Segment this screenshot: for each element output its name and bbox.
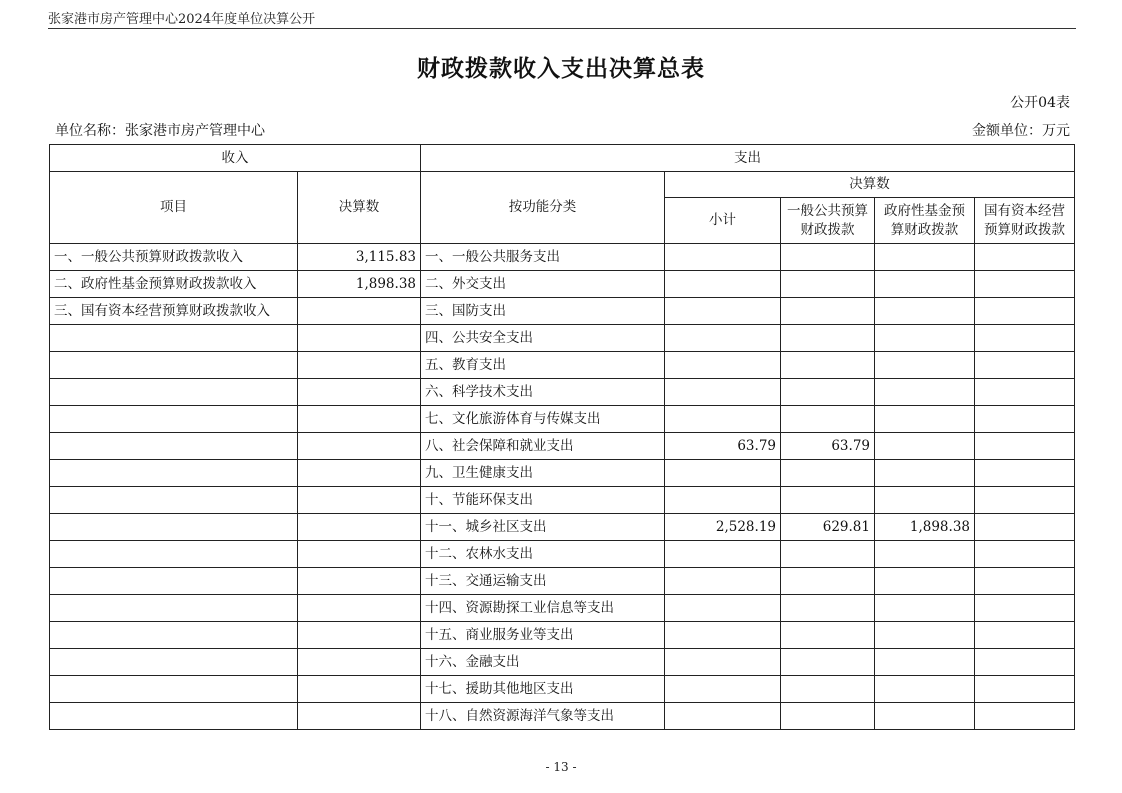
- income-item-cell: [50, 541, 298, 568]
- gov-fund-cell: [875, 649, 975, 676]
- state-capital-cell: [975, 568, 1075, 595]
- income-item-cell: [50, 460, 298, 487]
- income-amount-cell: [298, 676, 421, 703]
- table-row: [50, 514, 1075, 541]
- gov-fund-cell: [875, 298, 975, 325]
- state-capital-cell: [975, 352, 1075, 379]
- subtotal-cell: [665, 595, 781, 622]
- subtotal-cell: 63.79: [665, 433, 781, 460]
- table-row: [50, 487, 1075, 514]
- header-rule: [48, 28, 1076, 29]
- income-amount-cell: [298, 352, 421, 379]
- income-header: 收入: [50, 145, 421, 172]
- general-budget-cell: [781, 406, 875, 433]
- income-item-cell: [50, 433, 298, 460]
- table-body: [50, 244, 1075, 730]
- state-capital-cell: [975, 514, 1075, 541]
- expense-item-cell: 一、一般公共服务支出: [421, 244, 665, 271]
- expense-item-cell: 八、社会保障和就业支出: [421, 433, 665, 460]
- income-amount-cell: [298, 595, 421, 622]
- state-capital-cell: [975, 460, 1075, 487]
- table-row: [50, 460, 1075, 487]
- state-capital-cell: [975, 244, 1075, 271]
- table-row: [50, 244, 1075, 271]
- final-amount-group-header: 决算数: [665, 172, 1075, 198]
- income-amount-cell: [298, 568, 421, 595]
- table-row: [50, 622, 1075, 649]
- gov-fund-cell: 1,898.38: [875, 514, 975, 541]
- general-budget-cell: [781, 703, 875, 730]
- general-budget-cell: [781, 622, 875, 649]
- subtotal-cell: [665, 460, 781, 487]
- money-unit: 金额单位：万元: [972, 123, 1070, 139]
- general-budget-header: 一般公共预算财政拨款: [781, 198, 875, 244]
- table-row: [50, 352, 1075, 379]
- income-amount-cell: [298, 298, 421, 325]
- page-number: - 13 -: [545, 760, 577, 774]
- expense-item-cell: 四、公共安全支出: [421, 325, 665, 352]
- gov-fund-cell: [875, 541, 975, 568]
- table-row: [50, 298, 1075, 325]
- table-row: [50, 676, 1075, 703]
- subtotal-cell: [665, 568, 781, 595]
- table-row: [50, 649, 1075, 676]
- by-function-header: 按功能分类: [421, 172, 665, 244]
- general-budget-cell: [781, 352, 875, 379]
- gov-fund-cell: [875, 325, 975, 352]
- income-item-cell: 一、一般公共预算财政拨款收入: [50, 244, 298, 271]
- income-item-cell: [50, 514, 298, 541]
- gov-fund-header: 政府性基金预算财政拨款: [875, 198, 975, 244]
- gov-fund-cell: [875, 487, 975, 514]
- general-budget-cell: [781, 325, 875, 352]
- state-capital-header: 国有资本经营预算财政拨款: [975, 198, 1075, 244]
- gov-fund-cell: [875, 568, 975, 595]
- table-row: [50, 379, 1075, 406]
- expense-item-cell: 十二、农林水支出: [421, 541, 665, 568]
- gov-fund-cell: [875, 379, 975, 406]
- general-budget-cell: [781, 487, 875, 514]
- subtotal-header: 小计: [665, 198, 781, 244]
- table-row: [50, 325, 1075, 352]
- item-header: 项目: [50, 172, 298, 244]
- income-amount-cell: [298, 487, 421, 514]
- table-row: [50, 433, 1075, 460]
- expense-item-cell: 十七、援助其他地区支出: [421, 676, 665, 703]
- income-amount-cell: 3,115.83: [298, 244, 421, 271]
- income-amount-cell: [298, 514, 421, 541]
- income-amount-cell: [298, 622, 421, 649]
- state-capital-cell: [975, 379, 1075, 406]
- expense-item-cell: 七、文化旅游体育与传媒支出: [421, 406, 665, 433]
- state-capital-cell: [975, 433, 1075, 460]
- state-capital-cell: [975, 298, 1075, 325]
- general-budget-cell: [781, 460, 875, 487]
- general-budget-cell: [781, 595, 875, 622]
- state-capital-cell: [975, 595, 1075, 622]
- state-capital-cell: [975, 487, 1075, 514]
- income-item-cell: [50, 406, 298, 433]
- general-budget-cell: [781, 298, 875, 325]
- expense-item-cell: 五、教育支出: [421, 352, 665, 379]
- expense-item-cell: 十、节能环保支出: [421, 487, 665, 514]
- general-budget-cell: [781, 379, 875, 406]
- table-row: [50, 271, 1075, 298]
- subtotal-cell: [665, 325, 781, 352]
- subtotal-cell: [665, 676, 781, 703]
- income-item-cell: [50, 325, 298, 352]
- income-item-cell: 二、政府性基金预算财政拨款收入: [50, 271, 298, 298]
- expense-item-cell: 十五、商业服务业等支出: [421, 622, 665, 649]
- unit-name: 单位名称：张家港市房产管理中心: [55, 123, 265, 139]
- gov-fund-cell: [875, 406, 975, 433]
- income-amount-cell: [298, 541, 421, 568]
- subtotal-cell: [665, 541, 781, 568]
- expense-item-cell: 十一、城乡社区支出: [421, 514, 665, 541]
- income-amount-header: 决算数: [298, 172, 421, 244]
- subtotal-cell: 2,528.19: [665, 514, 781, 541]
- subtotal-cell: [665, 622, 781, 649]
- subtotal-cell: [665, 406, 781, 433]
- gov-fund-cell: [875, 352, 975, 379]
- table-row: [50, 703, 1075, 730]
- table-row: [50, 541, 1075, 568]
- general-budget-cell: [781, 541, 875, 568]
- gov-fund-cell: [875, 271, 975, 298]
- income-amount-cell: 1,898.38: [298, 271, 421, 298]
- general-budget-cell: [781, 676, 875, 703]
- gov-fund-cell: [875, 595, 975, 622]
- state-capital-cell: [975, 622, 1075, 649]
- state-capital-cell: [975, 325, 1075, 352]
- subtotal-cell: [665, 703, 781, 730]
- state-capital-cell: [975, 649, 1075, 676]
- expense-item-cell: 十八、自然资源海洋气象等支出: [421, 703, 665, 730]
- appropriation-summary-table: [49, 144, 1075, 730]
- expense-item-cell: 九、卫生健康支出: [421, 460, 665, 487]
- income-amount-cell: [298, 649, 421, 676]
- income-amount-cell: [298, 703, 421, 730]
- expense-header: 支出: [421, 145, 1075, 172]
- general-budget-cell: [781, 244, 875, 271]
- income-item-cell: [50, 487, 298, 514]
- expense-item-cell: 十三、交通运输支出: [421, 568, 665, 595]
- gov-fund-cell: [875, 622, 975, 649]
- expense-item-cell: 十六、金融支出: [421, 649, 665, 676]
- table-row: [50, 595, 1075, 622]
- general-budget-cell: [781, 271, 875, 298]
- income-amount-cell: [298, 325, 421, 352]
- expense-item-cell: 十四、资源勘探工业信息等支出: [421, 595, 665, 622]
- subtotal-cell: [665, 298, 781, 325]
- state-capital-cell: [975, 271, 1075, 298]
- subtotal-cell: [665, 379, 781, 406]
- general-budget-cell: 629.81: [781, 514, 875, 541]
- running-header: 张家港市房产管理中心2024年度单位决算公开: [48, 12, 316, 27]
- general-budget-cell: [781, 649, 875, 676]
- income-item-cell: 三、国有资本经营预算财政拨款收入: [50, 298, 298, 325]
- state-capital-cell: [975, 541, 1075, 568]
- table-code: 公开04表: [1010, 95, 1070, 111]
- subtotal-cell: [665, 487, 781, 514]
- income-item-cell: [50, 568, 298, 595]
- gov-fund-cell: [875, 703, 975, 730]
- table-row: [50, 568, 1075, 595]
- gov-fund-cell: [875, 676, 975, 703]
- expense-item-cell: 三、国防支出: [421, 298, 665, 325]
- subtotal-cell: [665, 649, 781, 676]
- income-item-cell: [50, 352, 298, 379]
- income-item-cell: [50, 622, 298, 649]
- general-budget-cell: 63.79: [781, 433, 875, 460]
- income-amount-cell: [298, 379, 421, 406]
- expense-item-cell: 六、科学技术支出: [421, 379, 665, 406]
- state-capital-cell: [975, 406, 1075, 433]
- table-row: [50, 406, 1075, 433]
- income-amount-cell: [298, 433, 421, 460]
- subtotal-cell: [665, 271, 781, 298]
- subtotal-cell: [665, 352, 781, 379]
- state-capital-cell: [975, 676, 1075, 703]
- income-item-cell: [50, 703, 298, 730]
- income-item-cell: [50, 379, 298, 406]
- state-capital-cell: [975, 703, 1075, 730]
- income-amount-cell: [298, 406, 421, 433]
- expense-item-cell: 二、外交支出: [421, 271, 665, 298]
- gov-fund-cell: [875, 433, 975, 460]
- general-budget-cell: [781, 568, 875, 595]
- gov-fund-cell: [875, 244, 975, 271]
- subtotal-cell: [665, 244, 781, 271]
- gov-fund-cell: [875, 460, 975, 487]
- document-title: 财政拨款收入支出决算总表: [417, 56, 705, 82]
- income-item-cell: [50, 649, 298, 676]
- income-item-cell: [50, 676, 298, 703]
- income-item-cell: [50, 595, 298, 622]
- income-amount-cell: [298, 460, 421, 487]
